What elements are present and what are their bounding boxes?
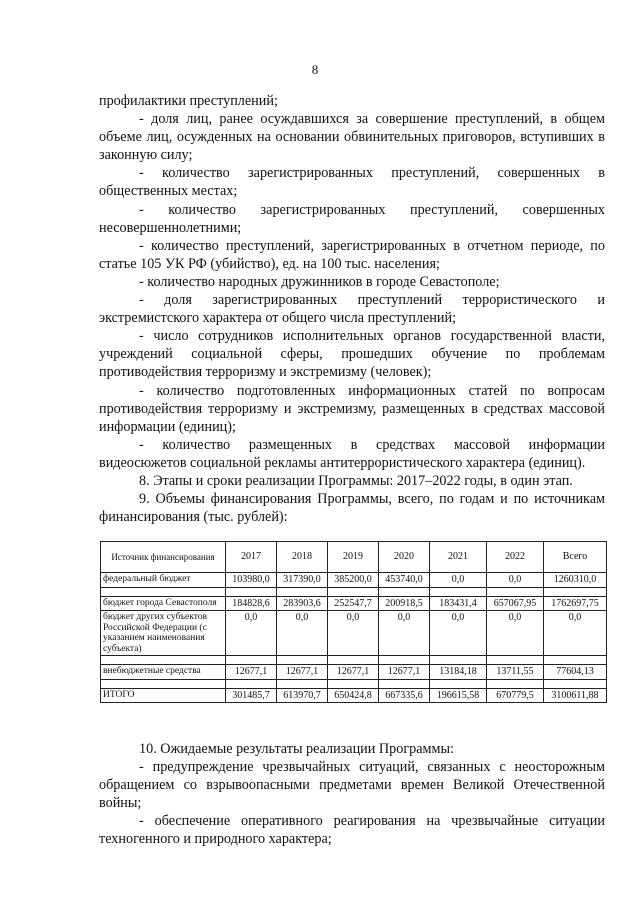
page-number: 8 — [311, 62, 319, 77]
table-row — [101, 688, 607, 703]
table-cell: 317390,0 — [277, 573, 328, 588]
table-cell: ИТОГО — [101, 688, 226, 703]
paragraph: - количество зарегистрированных преступлений, совершенных в общественных местах; — [99, 165, 605, 200]
table-cell: 0,0 — [487, 573, 544, 588]
table-cell: 0,0 — [379, 611, 430, 656]
table-row — [101, 596, 607, 611]
table-cell: внебюджетные средства — [101, 665, 226, 680]
table-cell: 3100611,88 — [544, 688, 607, 703]
table-header-cell: 2019 — [328, 542, 379, 573]
paragraph: - количество зарегистрированных преступлений, совершенных несовершеннолетними; — [99, 201, 605, 236]
table-cell: 196615,58 — [430, 688, 487, 703]
table-spacer-row — [101, 679, 607, 688]
paragraph: - количество подготовленных информационных статей по вопросам противодействия терроризму и экстремизму, размещенных в средствах массовой информации (единиц); — [99, 382, 605, 435]
table-cell: 283903,6 — [277, 596, 328, 611]
table-cell: 670779,5 — [487, 688, 544, 703]
table-cell: 103980,0 — [226, 573, 277, 588]
table-cell: 453740,0 — [379, 573, 430, 588]
table-cell: 0,0 — [430, 573, 487, 588]
table-cell: 0,0 — [544, 611, 607, 656]
text-block-bottom — [99, 740, 605, 849]
table-cell: бюджет города Севастополя — [101, 596, 226, 611]
table-cell: 385200,0 — [328, 573, 379, 588]
table-header-cell: 2022 — [487, 542, 544, 573]
table-header-cell: 2018 — [277, 542, 328, 573]
table-cell: 13184,18 — [430, 665, 487, 680]
financing-table — [100, 541, 607, 703]
table-cell: 1260310,0 — [544, 573, 607, 588]
table-cell: бюджет других субъектов Российской Федерации (с указанием наименования субъекта) — [101, 611, 226, 656]
table-cell: 0,0 — [487, 611, 544, 656]
table-cell: 200918,5 — [379, 596, 430, 611]
table-row — [101, 611, 607, 656]
table-cell: 184828,6 — [226, 596, 277, 611]
table-cell: 12677,1 — [277, 665, 328, 680]
table-cell: 12677,1 — [226, 665, 277, 680]
table-cell: 252547,7 — [328, 596, 379, 611]
table-spacer-row — [101, 656, 607, 665]
table-cell: 657067,95 — [487, 596, 544, 611]
table-header-cell: 2021 — [430, 542, 487, 573]
table-cell: 1762697,75 — [544, 596, 607, 611]
table-header-cell: Источник финансирования — [101, 542, 226, 573]
paragraph: - число сотрудников исполнительных органов государственной власти, учреждений социальной сферы, прошедших обучение по проблемам противодействия терроризму и экстремизму (человек); — [99, 328, 605, 381]
paragraph: 9. Объемы финансирования Программы, всего, по годам и по источникам финансирования (тыс. рублей): — [99, 491, 605, 526]
paragraph: - доля зарегистрированных преступлений террористического и экстремистского характера от общего числа преступлений; — [99, 292, 605, 327]
table-cell: 77604,13 — [544, 665, 607, 680]
paragraph: - количество преступлений, зарегистрированных в отчетном периоде, по статье 105 УК РФ (убийство), ед. на 100 тыс. населения; — [99, 237, 605, 272]
paragraph: - количество размещенных в средствах массовой информации видеосюжетов социальной рекламы антитеррористического характера (единиц). — [99, 436, 605, 471]
paragraph: - доля лиц, ранее осуждавшихся за совершение преступлений, в общем объеме лиц, осужденных на основании обвинительных приговоров, вступивших в законную силу; — [99, 111, 605, 164]
table-cell: 667335,6 — [379, 688, 430, 703]
paragraph: - количество народных дружинников в городе Севастополе; — [139, 273, 500, 290]
paragraph: 10. Ожидаемые результаты реализации Программы: — [139, 741, 454, 757]
table-cell: 12677,1 — [379, 665, 430, 680]
table-cell: 0,0 — [328, 611, 379, 656]
table-cell: 183431,4 — [430, 596, 487, 611]
table-cell: федеральный бюджет — [101, 573, 226, 588]
table-header-cell: Всего — [544, 542, 607, 573]
table-cell: 0,0 — [430, 611, 487, 656]
table-cell: 613970,7 — [277, 688, 328, 703]
paragraph: - предупреждение чрезвычайных ситуаций, связанных с неосторожным обращением со взрывоопасными предметами времен Великой Отечественной войны; — [99, 759, 605, 812]
table-cell: 13711,55 — [487, 665, 544, 680]
text-block-top — [99, 92, 605, 526]
table-cell: 12677,1 — [328, 665, 379, 680]
table-cell: 650424,8 — [328, 688, 379, 703]
table-header-cell: 2017 — [226, 542, 277, 573]
table-spacer-row — [101, 587, 607, 596]
table-header-cell: 2020 — [379, 542, 430, 573]
paragraph: профилактики преступлений; — [99, 93, 278, 109]
table-row — [101, 573, 607, 588]
table-cell: 0,0 — [226, 611, 277, 656]
paragraph: - обеспечение оперативного реагирования на чрезвычайные ситуации техногенного и природного характера; — [99, 813, 605, 848]
table-cell: 0,0 — [277, 611, 328, 656]
table-header-row — [101, 542, 607, 573]
paragraph: 8. Этапы и сроки реализации Программы: 2017–2022 годы, в один этап. — [139, 472, 573, 489]
table-row — [101, 665, 607, 680]
table-cell: 301485,7 — [226, 688, 277, 703]
